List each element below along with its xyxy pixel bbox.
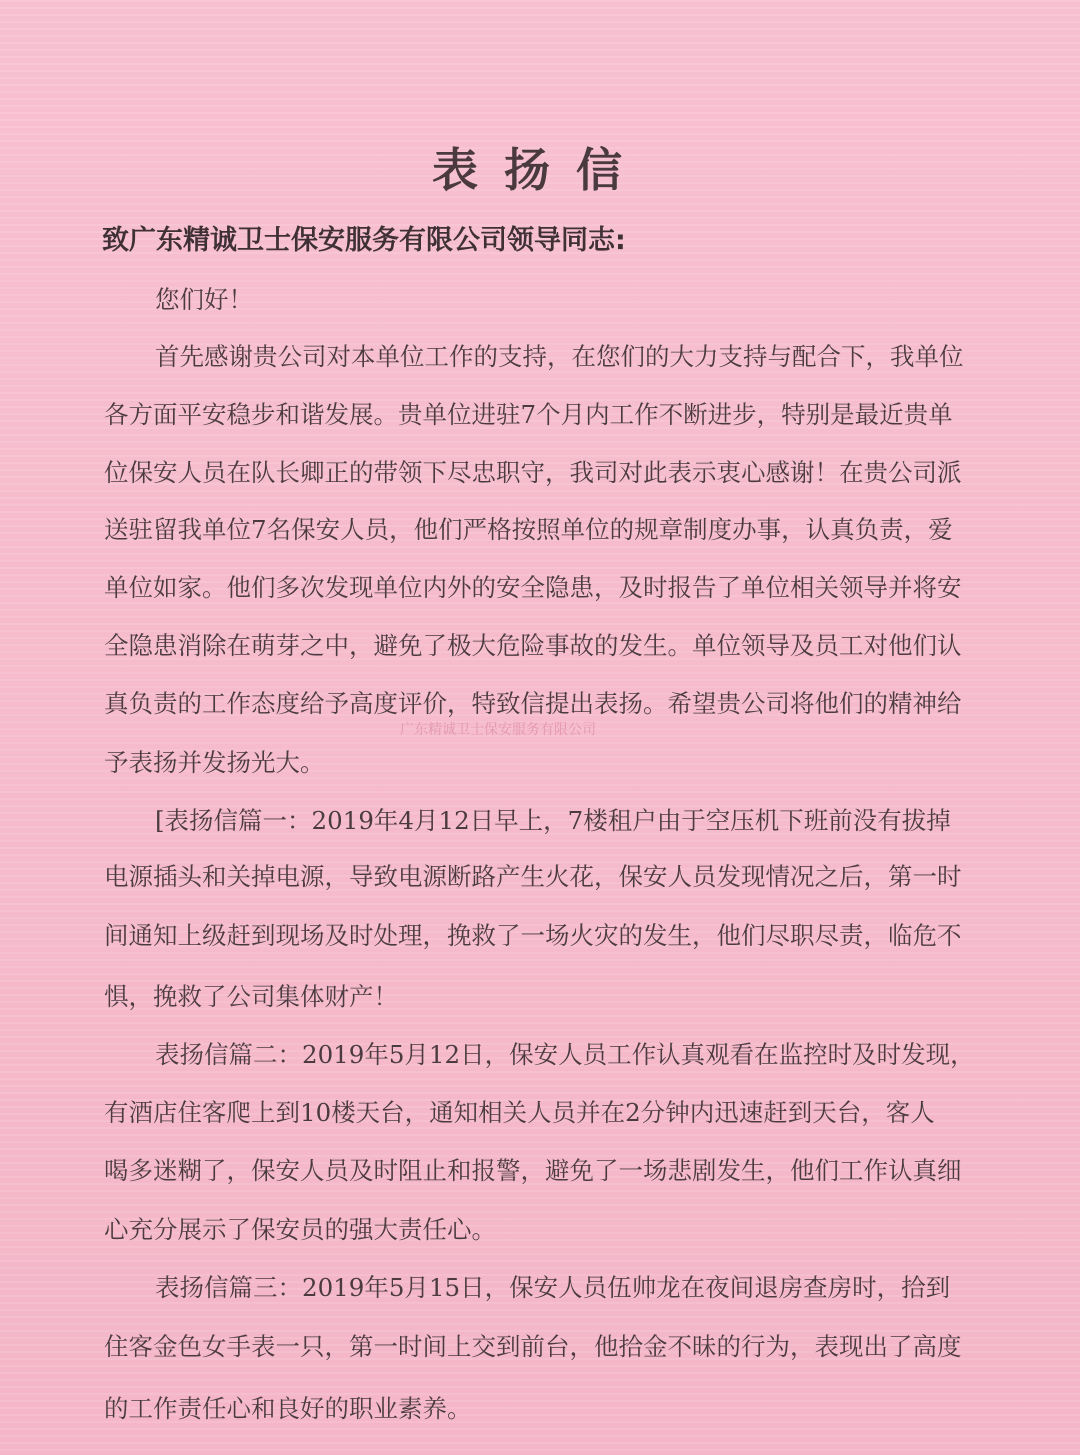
body-line: 各方面平安稳步和谐发展。贵单位进驻7个月内工作不断进步，特别是最近贵单	[104, 400, 953, 429]
case-one-line: 电源插头和关掉电源，导致电源断路产生火花，保安人员发现情况之后，第一时	[104, 862, 962, 891]
body-line: 位保安人员在队长卿正的带领下尽忠职守，我司对此表示衷心感谢！在贵公司派	[104, 458, 962, 487]
case-one-line: [表扬信篇一：2019年4月12日早上，7楼租户由于空压机下班前没有拔掉	[155, 806, 951, 835]
company-watermark: 广东精诚卫士保安服务有限公司	[400, 722, 596, 738]
case-one-line: 间通知上级赶到现场及时处理，挽救了一场火灾的发生，他们尽职尽责，临危不	[104, 921, 962, 950]
body-line: 真负责的工作态度给予高度评价，特致信提出表扬。希望贵公司将他们的精神给	[104, 689, 962, 718]
case-three-line: 住客金色女手表一只，第一时间上交到前台，他拾金不昧的行为，表现出了高度	[104, 1332, 962, 1361]
letter-title: 表扬信	[432, 143, 648, 197]
case-two-line: 表扬信篇二：2019年5月12日，保安人员工作认真观看在监控时及时发现，	[155, 1040, 975, 1069]
case-one-line: 惧，挽救了公司集体财产！	[104, 982, 398, 1011]
case-two-line: 喝多迷糊了，保安人员及时阻止和报警，避免了一场悲剧发生，他们工作认真细	[104, 1156, 962, 1185]
body-line: 予表扬并发扬光大。	[104, 748, 325, 777]
body-line: 全隐患消除在萌芽之中，避免了极大危险事故的发生。单位领导及员工对他们认	[104, 631, 962, 660]
body-line: 送驻留我单位7名保安人员，他们严格按照单位的规章制度办事，认真负责，爱	[104, 515, 953, 544]
greeting: 您们好！	[155, 285, 253, 314]
case-two-line: 心充分展示了保安员的强大责任心。	[104, 1215, 496, 1244]
case-three-line: 的工作责任心和良好的职业素养。	[104, 1394, 472, 1423]
body-line: 首先感谢贵公司对本单位工作的支持，在您们的大力支持与配合下，我单位	[155, 342, 964, 371]
body-line: 单位如家。他们多次发现单位内外的安全隐患，及时报告了单位相关领导并将安	[104, 573, 962, 602]
case-two-line: 有酒店住客爬上到10楼天台，通知相关人员并在2分钟内迅速赶到天台，客人	[104, 1098, 935, 1127]
case-three-line: 表扬信篇三：2019年5月15日，保安人员伍帅龙在夜间退房查房时，拾到	[155, 1273, 951, 1302]
salutation: 致广东精诚卫士保安服务有限公司领导同志:	[102, 225, 626, 256]
